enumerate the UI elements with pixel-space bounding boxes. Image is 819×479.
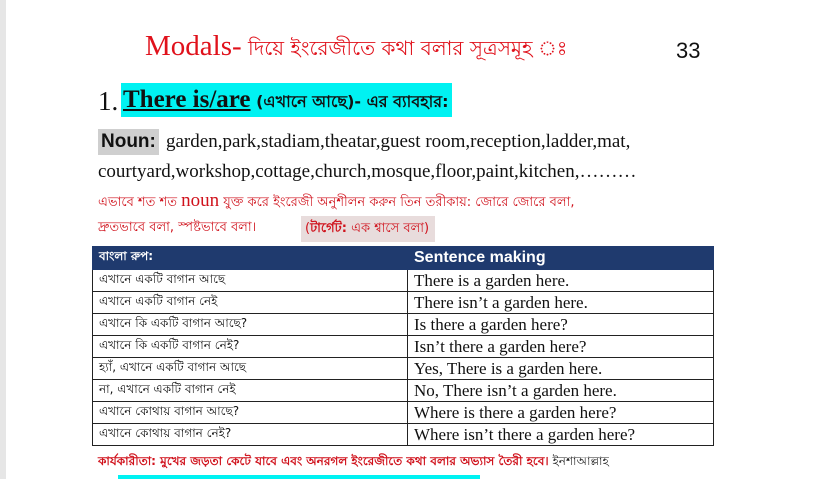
sentence-cell: Yes, There is a garden here. [408,358,714,380]
bangla-cell: এখানে একটি বাগান আছে [93,270,408,292]
heading-number: 1. [98,86,119,116]
bangla-cell: এখানে কোথায় বাগান আছে? [93,402,408,424]
table-row [93,336,714,358]
sentence-cell: No, There isn’t a garden here. [408,380,714,402]
bangla-cell: এখানে কি একটি বাগান নেই? [93,336,408,358]
next-heading-highlight [118,475,480,479]
target-text: এক শ্বাসে বলা) [346,221,430,236]
target-label: টার্গেট: [310,221,347,236]
closing-phrase: ইনশাআল্লাহ [548,454,609,468]
section-heading [121,83,452,117]
page-number: 33 [676,38,701,63]
table-row [93,380,714,402]
bangla-cell: এখানে কোথায় বাগান নেই? [93,424,408,446]
table-row [93,270,714,292]
header-sentence: Sentence making [408,247,714,270]
bangla-cell: এখানে কি একটি বাগান আছে? [93,314,408,336]
instruction-line-1 [98,190,575,214]
sentence-cell: There is a garden here. [408,270,714,292]
sentence-cell: Isn’t there a garden here? [408,336,714,358]
page-left-edge [0,0,6,479]
header-bangla: বাংলা রুপ: [93,247,408,270]
noun-list-line-2: courtyard,workshop,cottage,church,mosque,floor,paint,kitchen,……… [98,161,637,182]
heading-text: There is/are [123,86,251,113]
sentence-cell: Where is there a garden here? [408,402,714,424]
target-open: ( [305,221,311,236]
title-bengali: দিয়ে ইংরেজীতে কথা বলার সূত্রসমূহ ঃ [241,36,568,60]
table-row [93,314,714,336]
instruction-part-1: এভাবে শত শত [98,195,182,210]
effectiveness-label: কার্যকারীতা: [98,454,156,468]
table-row [93,358,714,380]
bangla-cell: হ্যাঁ, এখানে একটি বাগান আছে [93,358,408,380]
bangla-cell: না, এখানে একটি বাগান নেই [93,380,408,402]
instruction-line-2: দ্রুতভাবে বলা, স্পষ্টভাবে বলা। [98,220,257,235]
noun-label: Noun: [98,129,159,155]
noun-list-line-1: garden,park,stadiam,theatar,guest room,reception,ladder,mat, [166,131,631,152]
sentence-cell: Is there a garden here? [408,314,714,336]
table-row [93,292,714,314]
bangla-cell: এখানে একটি বাগান নেই [93,292,408,314]
target-box [301,216,435,242]
effectiveness-note [98,453,609,473]
sentence-cell: Where isn’t there a garden here? [408,424,714,446]
table-row [93,402,714,424]
sentence-cell: There isn’t a garden here. [408,292,714,314]
title-english: Modals- [145,30,242,62]
sentence-table [92,246,714,446]
effectiveness-text: মুখের জড়তা কেটে যাবে এবং অনরগল ইংরেজীতে কথা বলার অভ্যাস তৈরী হবে। [155,454,549,468]
instruction-part-2: যুক্ত করে ইংরেজী অনুশীলন করুন তিন তরীকায়: জোরে জোরে বলা, [219,195,575,210]
page-title [145,30,567,67]
table-header-row [93,247,714,270]
table-row [93,424,714,446]
instruction-noun-word: noun [181,190,220,211]
heading-bengali: (এখানে আছে)- এর ব্যাবহার: [250,92,449,111]
